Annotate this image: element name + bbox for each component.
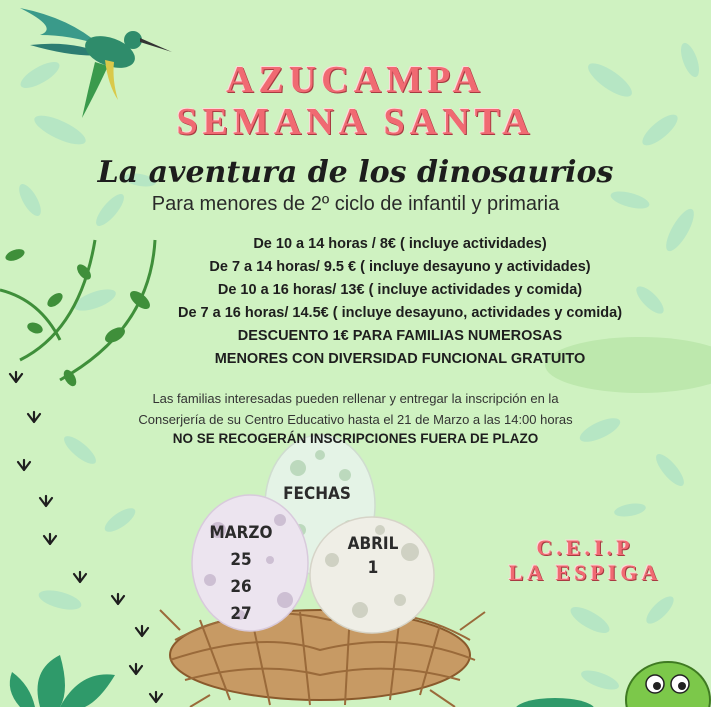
footprint-icon (74, 572, 86, 582)
dinosaur-icon (626, 662, 710, 707)
school-name: LA ESPIGA (508, 560, 662, 585)
price-item: De 7 a 14 horas/ 9.5 € ( incluye desayuno y actividades) (209, 259, 591, 275)
footprint-icon (112, 594, 124, 604)
discount-note: DESCUENTO 1€ PARA FAMILIAS NUMEROSAS (237, 328, 563, 344)
footprint-icon (130, 664, 142, 674)
school-type: C.E.I.P (536, 535, 634, 560)
leaf-icon (10, 655, 115, 707)
month-label: MARZO (209, 523, 273, 543)
day-number: 25 (230, 550, 252, 570)
day-number: 27 (230, 604, 252, 624)
april-dates (318, 532, 428, 580)
month-label: ABRIL (347, 534, 399, 554)
registration-info (0, 388, 711, 430)
price-item: De 7 a 16 horas/ 14.5€ ( incluye desayuno, actividades y comida) (177, 305, 623, 321)
footprint-icon (136, 626, 148, 636)
footprint-icon (44, 534, 56, 544)
event-season: SEMANA SANTA (176, 101, 535, 143)
vine-decoration (0, 240, 155, 388)
footprint-icon (18, 460, 30, 470)
march-dates (196, 520, 286, 628)
deadline-notice: NO SE RECOGERÁN INSCRIPCIONES FUERA DE PLAZO (172, 431, 539, 446)
price-item: De 10 a 16 horas/ 13€ ( incluye actividades y comida) (217, 282, 583, 298)
price-item: De 10 a 14 horas / 8€ ( incluye actividades) (253, 236, 547, 252)
background-shape (515, 698, 595, 707)
free-note: MENORES CON DIVERSIDAD FUNCIONAL GRATUITO (214, 351, 586, 367)
event-subtitle: La aventura de los dinosaurios (97, 155, 614, 190)
day-number: 26 (230, 577, 252, 597)
footprint-icon (40, 496, 52, 506)
day-number: 1 (367, 558, 379, 578)
price-list (140, 233, 660, 371)
info-line: Las familias interesadas pueden rellenar y entregar la inscripción en la (152, 391, 559, 406)
event-title: AZUCAMPA (226, 59, 485, 101)
footprint-icon (150, 692, 162, 702)
target-audience: Para menores de 2º ciclo de infantil y primaria (151, 193, 560, 215)
info-line: Conserjería de su Centro Educativo hasta el 21 de Marzo a las 14:00 horas (138, 412, 573, 427)
footprint-icon (10, 372, 22, 382)
dates-heading: FECHAS (283, 484, 351, 504)
